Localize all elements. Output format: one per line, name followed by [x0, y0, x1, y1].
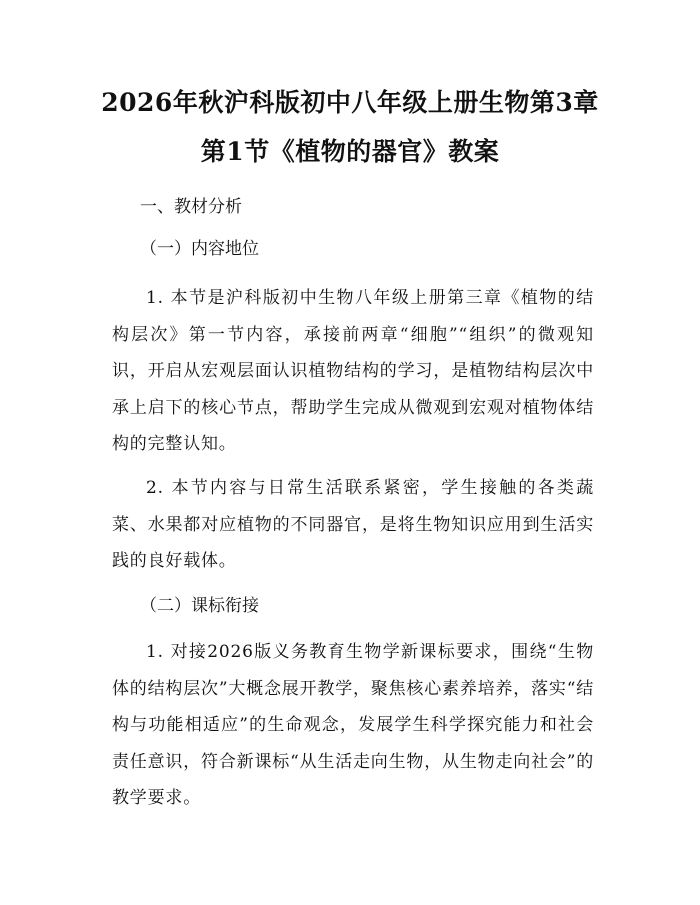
subsection-heading-content-position: （一）内容地位 [140, 239, 259, 259]
paragraph-content-position-2: 2. 本节内容与日常生活联系紧密，学生接触的各类蔬菜、水果都对应植物的不同器官，是将生物知识应用到生活实践的良好载体。 [112, 478, 594, 571]
document-title-line-1: 2026年秋沪科版初中八年级上册生物第3章 [101, 88, 599, 117]
paragraph-content-position-1: 1. 本节是沪科版初中生物八年级上册第三章《植物的结构层次》第一节内容，承接前两章“细胞”“组织”的微观知识，开启从宏观层面认识植物结构的学习，是植物结构层次中承上启下的核心节点，帮助学生完成从微观到宏观对植物体结构的完整认知。 [112, 288, 594, 454]
document-title-line-2: 第1节《植物的器官》教案 [200, 137, 500, 166]
section-heading-teaching-material-analysis: 一、教材分析 [140, 197, 242, 217]
paragraph-curriculum-link-1: 1. 对接2026版义务教育生物学新课标要求，围绕“生物体的结构层次”大概念展开教学，聚焦核心素养培养，落实“结构与功能相适应”的生命观念，发展学生科学探究能力和社会责任意识，符合新课标“从生活走向生物，从生物走向社会”的教学要求。 [112, 642, 594, 808]
subsection-heading-curriculum-link: （二）课标衔接 [140, 596, 259, 616]
